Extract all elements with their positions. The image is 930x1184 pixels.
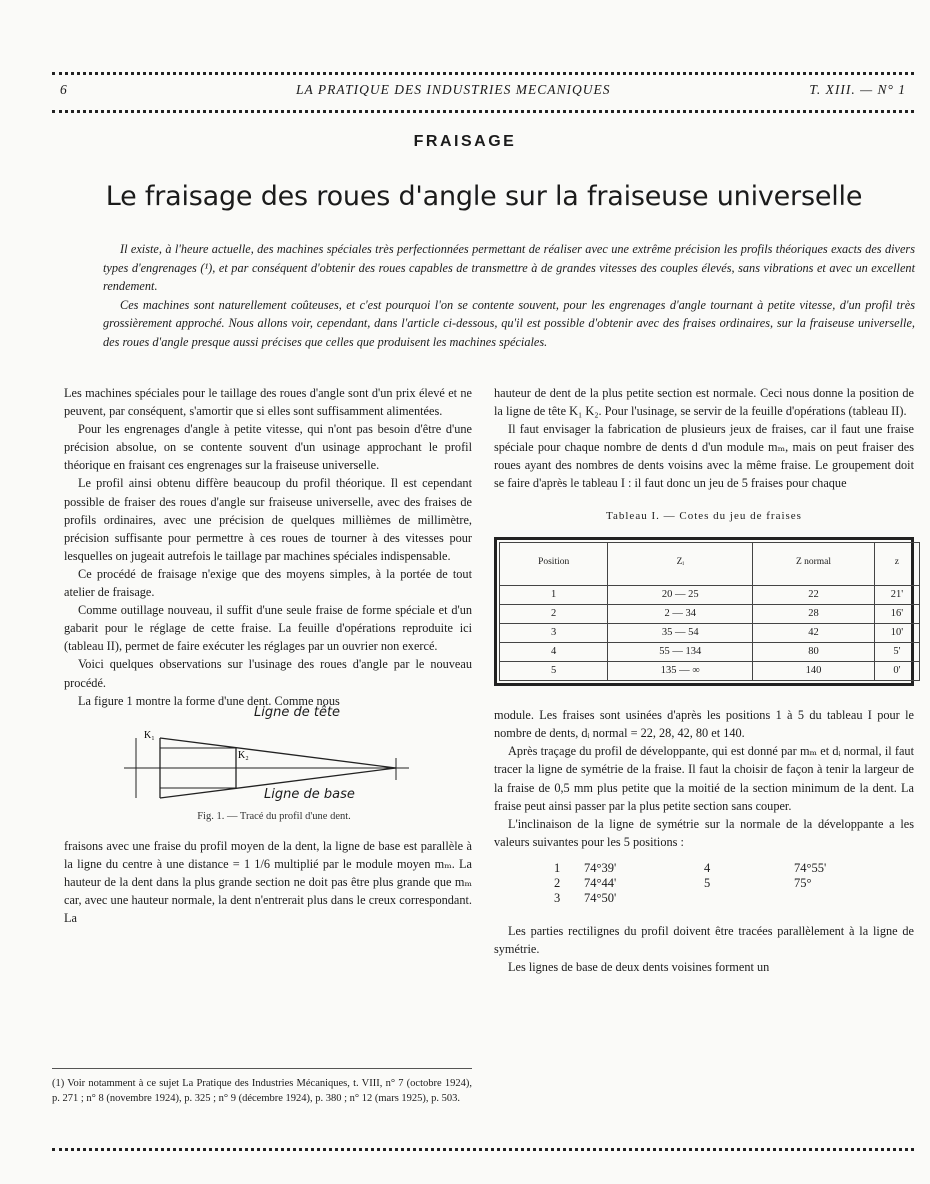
left-column (64, 384, 472, 927)
header-rule-top (52, 72, 914, 75)
body-paragraph: Ce procédé de fraisage n'exige que des moyens simples, à la portée de tout atelier de fraisage. (64, 566, 472, 600)
article-title: Le fraisage des roues d'angle sur la fraiseuse universelle (105, 181, 863, 212)
issue-number: T. XIII. — N° 1 (809, 82, 906, 97)
body-paragraph: Voici quelques observations sur l'usinage des roues d'angle par le nouveau procédé. (64, 657, 472, 690)
table-header-row (500, 542, 920, 585)
table-cell: 2 — 34 (608, 604, 753, 623)
table-cell: 0' (874, 662, 919, 681)
section-heading: FRAISAGE (413, 133, 517, 150)
table-cell: 20 — 25 (608, 585, 753, 604)
table-cell: 3 (500, 623, 608, 642)
table-frame (494, 537, 914, 686)
angle-value: 74°39' (584, 860, 617, 875)
table-cell: 80 (753, 642, 875, 661)
angle-position: 4 (704, 860, 711, 875)
table-cell: 22 (753, 585, 875, 604)
header-rule-bottom (52, 110, 914, 113)
table-cell: 28 (753, 604, 875, 623)
table-cell: 42 (753, 623, 875, 642)
table-cell: 2 (500, 604, 608, 623)
footnote-rule (52, 1068, 472, 1069)
angle-list (554, 861, 914, 906)
body-paragraph: Comme outillage nouveau, il suffit d'une seule fraise de forme spéciale et d'un gabarit pour le réglage de cette fraise. La feuille d'opérations reproduite ici (tableau II), permet de faire exécuter les réglages par un ouvrier non exercé. (64, 603, 472, 654)
table-row (500, 662, 920, 681)
angle-position: 3 (554, 890, 561, 905)
angle-position (704, 891, 794, 906)
angle-value: 74°50' (584, 890, 617, 905)
lead-paragraph: Ces machines sont naturellement coûteuses, et c'est pourquoi l'on se contente souvent, pour les engrenages d'angle tournant à petite vitesse, d'un profil très grossièrement approché. Nous allons voir, cependant, dans l'article ci-dessous, qu'il est possible d'obtenir avec des fraises ordinaires, sur la fraiseuse universelle, des roues d'angle presque aussi précises que celles que produisent les machines spéciales. (103, 297, 915, 349)
table-cell: 140 (753, 662, 875, 681)
top-line (160, 738, 396, 768)
table-header: z (874, 542, 919, 585)
figure-1 (64, 704, 484, 825)
right-column (494, 384, 914, 976)
body-paragraph: module. Les fraises sont usinées d'après les positions 1 à 5 du tableau I pour le nombre de dents, dᵢ normal = 22, 28, 42, 80 et 140. (494, 708, 914, 741)
table-caption: Tableau I. — Cotes du jeu de fraises (606, 509, 802, 522)
table-header: Position (500, 542, 608, 585)
angle-position: 2 (554, 875, 561, 890)
table-cell: 10' (874, 623, 919, 642)
table-cell: 5' (874, 642, 919, 661)
body-paragraph: fraisons avec une fraise du profil moyen de la dent, la ligne de base est parallèle à la ligne du centre à une distance = 1 1/6 multiplié par le module moyen mₘ. La hauteur de la dent dans la plus grande section ne doit pas être plus grande que mₘ car, avec une hauteur normale, la dent n'entrerait plus dans le creux correspondant. La (64, 838, 472, 926)
body-paragraph: hauteur de dent de la plus petite section est normale. Ceci nous donne la position de la ligne de tête K₁ K₂. Pour l'usinage, se servir de la feuille d'opérations (tableau II). (494, 386, 914, 419)
table-cell: 35 — 54 (608, 623, 753, 642)
body-paragraph: Le profil ainsi obtenu diffère beaucoup du profil théorique. Il est cependant possible de fraiser des roues d'angle sur fraiseuse universelle, avec des fraises de profils ordinaires, avec une précision de quelques millièmes de millimètre, précision suffisante pour permettre à ces roues de tourner à des vitesses pour lesquelles on jugeait autrefois le taillage par machines spéciales indispensable. (64, 476, 472, 563)
angle-value (794, 891, 854, 906)
table-row (500, 585, 920, 604)
figure-label-top: Ligne de tête (254, 704, 341, 720)
footnote: (1) Voir notamment à ce sujet La Pratique des Industries Mécaniques, t. VIII, n° 7 (octobre 1924), p. 271 ; n° 8 (novembre 1924), p. 325 ; n° 9 (décembre 1924), p. 380 ; n° 12 (mars 1925), p. 503. (52, 1078, 472, 1104)
body-paragraph: Après traçage du profil de développante, qui est donné par mₘ et dᵢ normal, il faut tracer la ligne de symétrie de la fraise. Il faut la choisir de façon à tenir la largeur de la fraise de 0,5 mm plus petite que la moitié de la section minimum de la dent. La fraise peut ainsi passer par la plus petite section sans couper. (494, 744, 914, 813)
figure-label-bottom: Ligne de base (264, 786, 355, 802)
body-paragraph: Les parties rectilignes du profil doivent être tracées parallèlement à la ligne de symétrie. (494, 923, 914, 956)
table-cell: 16' (874, 604, 919, 623)
table-row (500, 623, 920, 642)
table-cell: 135 — ∞ (608, 662, 753, 681)
angle-position: 1 (554, 860, 561, 875)
angle-value: 74°55' (794, 860, 827, 875)
body-paragraph: La figure 1 montre la forme d'une dent. Comme nous (78, 693, 340, 708)
body-paragraph: Les lignes de base de deux dents voisines forment un (508, 960, 770, 975)
body-paragraph: Il faut envisager la fabrication de plusieurs jeux de fraises, car il faut une fraise spéciale pour chaque nombre de dents d d'un module mₘ, mais on peut fraiser des roues ayant des nombres de dents voisins avec la même fraise. Le groupement doit se faire d'après le tableau I : il faut donc un jeu de 5 fraises pour chaque (494, 422, 914, 491)
page-number: 6 (60, 82, 68, 97)
table-1 (499, 542, 920, 681)
table-header: Zᵢ (608, 542, 753, 585)
body-paragraph: L'inclinaison de la ligne de symétrie sur la normale de la développante a les valeurs suivantes pour les 5 positions : (494, 816, 914, 849)
angle-value: 75° (794, 875, 812, 890)
angle-position: 5 (704, 875, 711, 890)
lead-paragraph: Il existe, à l'heure actuelle, des machines spéciales très perfectionnées permettant de réaliser avec une extrême précision les profils théoriques exacts des divers types d'engrenages (¹), et par conséquent d'obtenir des roues capables de transmettre à de grandes vitesses des couples élevés, sans vibrations et avec un excellent rendement. (103, 242, 915, 293)
table-cell: 55 — 134 (608, 642, 753, 661)
table-cell: 5 (500, 662, 608, 681)
article-lead (103, 240, 915, 351)
label-k2: K₂ (238, 749, 249, 761)
table-cell: 21' (874, 585, 919, 604)
table-row (500, 604, 920, 623)
journal-title: LA PRATIQUE DES INDUSTRIES MECANIQUES (296, 82, 611, 97)
table-cell: 4 (500, 642, 608, 661)
footer-rule (52, 1148, 914, 1151)
body-paragraph: Pour les engrenages d'angle à petite vitesse, qui n'ont pas besoin d'être d'une précision absolue, on se contente souvent d'un usinage approchant le profil théorique en fraisant ces engrenages sur la fraiseuse universelle. (64, 422, 472, 473)
body-paragraph: Les machines spéciales pour le taillage des roues d'angle sont d'un prix élevé et ne peuvent, par conséquent, s'amortir que si elles sont suffisamment alimentées. (64, 386, 472, 419)
figure-caption: Fig. 1. — Tracé du profil d'une dent. (197, 810, 351, 822)
label-k1: K₁ (144, 729, 155, 741)
table-cell: 1 (500, 585, 608, 604)
angle-value: 74°44' (584, 875, 617, 890)
table-header: Z normal (753, 542, 875, 585)
table-row (500, 642, 920, 661)
